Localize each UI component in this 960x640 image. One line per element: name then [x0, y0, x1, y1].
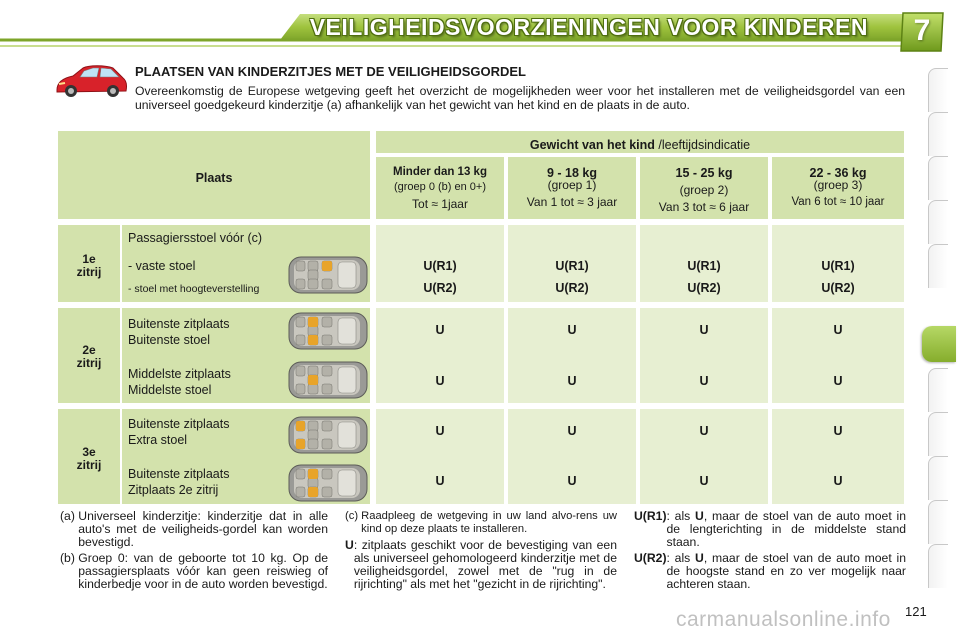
footnote-text: U — [695, 551, 704, 565]
seat-text: Middelste zitplaats — [128, 367, 231, 381]
col-header-3 — [772, 167, 904, 210]
side-tab[interactable] — [928, 500, 948, 544]
footnote-b — [60, 552, 328, 591]
cell-value: U(R1) — [423, 259, 457, 273]
cell-value: U — [699, 424, 709, 438]
col-age: Tot ≈ 1jaar — [412, 197, 468, 211]
footnote-key: U — [345, 538, 354, 552]
col-group: (groep 1) — [547, 178, 597, 192]
footnote-r2 — [634, 552, 906, 591]
footnote-key: (a) — [60, 509, 79, 523]
footnote-text: U — [695, 509, 704, 523]
footnotes-middle — [345, 510, 617, 594]
cell-value: U — [567, 374, 577, 388]
weight-header — [376, 137, 904, 153]
side-tab[interactable] — [928, 412, 948, 456]
footnote-text: Raadpleeg de wetgeving in uw land alvo-rens uw kind op deze plaats te installeren. — [361, 510, 617, 535]
car-seat-diagram-icon — [288, 464, 368, 502]
watermark: carmanualsonline.info — [676, 608, 891, 631]
footnote-text: Groep 0: van de geboorte tot 10 kg. Op de passagiersplaats vóór kan geen reiswieg of kinderbedje voor in de auto worden bevestigd. — [78, 551, 328, 591]
cell-value: U — [833, 323, 843, 337]
col-header-1 — [508, 167, 636, 210]
cell-value: U — [435, 374, 445, 388]
col-weight: 22 - 36 kg — [809, 166, 867, 180]
intro-paragraph: Overeenkomstig de Europese wetgeving geeft het overzicht de mogelijkheden weer voor het installeren met de veiligheidsgordel van een universeel goedgekeurd kinderzitje (a) afhankelijk van het gewicht van het kind en de plaats in de auto. — [135, 84, 905, 112]
section-title: PLAATSEN VAN KINDERZITJES MET DE VEILIGHEIDSGORDEL — [135, 64, 526, 79]
col-header-0 — [376, 165, 504, 212]
seat-text: Buitenste zitplaats — [128, 317, 230, 331]
row-label-3 — [58, 446, 120, 472]
footnote-text: : als — [666, 509, 696, 523]
weight-header-bold: Gewicht van het kind — [529, 138, 655, 152]
car-seat-diagram-icon — [288, 416, 368, 454]
row-label-line: 2e — [82, 343, 96, 357]
footnote-text: : als — [666, 551, 696, 565]
weight-header-rest: /leeftijdsindicatie — [658, 138, 751, 152]
row-label-line: zitrij — [76, 356, 102, 370]
seat-text: Zitplaats 2e zitrij — [128, 483, 219, 497]
cell-value: U — [833, 374, 843, 388]
side-tab-strip — [928, 68, 960, 628]
seat-text: Extra stoel — [128, 433, 188, 447]
red-car-icon — [53, 64, 129, 100]
cell-value: U — [567, 424, 577, 438]
cell-value: U — [435, 424, 445, 438]
chapter-number: 7 — [913, 14, 931, 47]
footnote-text: : zitplaats geschikt voor de bevestiging van een als universeel gehomologeerd kinderzitje met de veiligheidsgordel, zowel met de "rug in de rijrichting" als met het "gezicht in de rijrichting". — [353, 538, 617, 591]
cell-value: U(R2) — [821, 281, 855, 295]
cell-value: U — [435, 323, 445, 337]
side-tab[interactable] — [928, 156, 948, 200]
footnote-text: , maar de stoel van de auto moet in de hoogste stand en zo ver mogelijk naar achteren staan. — [666, 551, 906, 591]
row-label-1 — [58, 253, 120, 279]
side-tab-active[interactable] — [922, 326, 956, 362]
cell-value: U(R2) — [687, 281, 721, 295]
footnote-r1 — [634, 510, 906, 549]
seat-text: - stoel met hoogteverstelling — [128, 283, 260, 295]
plaats-header: Plaats — [195, 171, 233, 185]
col-age: Van 3 tot ≈ 6 jaar — [658, 200, 750, 214]
side-tab[interactable] — [928, 544, 948, 588]
row-label-line: 1e — [82, 252, 96, 266]
car-seat-diagram-icon — [288, 312, 368, 350]
footnote-a — [60, 510, 328, 549]
side-tab[interactable] — [928, 244, 948, 288]
col-header-2 — [640, 166, 768, 215]
footnote-key: U(R1) — [634, 509, 667, 523]
seat-text: Middelste stoel — [128, 383, 212, 397]
cell-value: U(R1) — [687, 259, 721, 273]
col-group: (groep 3) — [813, 178, 863, 192]
seat-text: Buitenste zitplaats — [128, 417, 230, 431]
side-tab[interactable] — [928, 200, 948, 244]
col-group: (groep 0 (b) en 0+) — [393, 181, 487, 193]
seat-text: Buitenste zitplaats — [128, 467, 230, 481]
seat-text: Passagiersstoel vóór (c) — [128, 231, 263, 245]
cell-value: U — [699, 323, 709, 337]
row-label-line: 3e — [82, 445, 96, 459]
col-group: (groep 2) — [679, 183, 729, 197]
side-tab[interactable] — [928, 112, 948, 156]
row-label-line: zitrij — [76, 458, 102, 472]
footnote-c — [345, 510, 617, 536]
cell-value: U — [567, 474, 577, 488]
col-weight: 9 - 18 kg — [546, 166, 598, 180]
side-tab[interactable] — [928, 456, 948, 500]
row-label-line: zitrij — [76, 265, 102, 279]
col-age: Van 1 tot ≈ 3 jaar — [526, 195, 618, 209]
col-age: Van 6 tot ≈ 10 jaar — [791, 196, 885, 208]
page-number: 121 — [905, 604, 927, 619]
col-weight: 15 - 25 kg — [675, 166, 733, 180]
footnotes-left — [60, 510, 328, 594]
footnotes-right — [634, 510, 906, 594]
cell-value: U — [833, 424, 843, 438]
col-weight: Minder dan 13 kg — [393, 166, 487, 178]
footnote-key: (c) — [345, 510, 362, 522]
footnote-text: Universeel kinderzitje: kinderzitje dat in alle auto's met de veiligheids-gordel kan worden bevestigd. — [78, 509, 328, 549]
seat-text: - vaste stoel — [128, 259, 196, 273]
footnote-text: , maar de stoel van de auto moet in de lengterichting in de middelste stand staan. — [666, 509, 906, 549]
row-label-2 — [58, 344, 120, 370]
car-seat-diagram-icon — [288, 361, 368, 399]
footnote-key: (b) — [60, 551, 79, 565]
footnote-u — [345, 539, 617, 591]
cell-value: U — [567, 323, 577, 337]
footnote-key: U(R2) — [634, 551, 667, 565]
cell-value: U — [435, 474, 445, 488]
cell-value: U — [699, 474, 709, 488]
side-tab[interactable] — [928, 368, 948, 412]
cell-value: U(R2) — [555, 281, 589, 295]
cell-value: U(R1) — [555, 259, 589, 273]
cell-value: U — [833, 474, 843, 488]
cell-value: U — [699, 374, 709, 388]
seat-text: Buitenste stoel — [128, 333, 210, 347]
cell-value: U(R2) — [423, 281, 457, 295]
car-seat-diagram-icon — [288, 256, 368, 294]
side-tab[interactable] — [928, 68, 948, 112]
cell-value: U(R1) — [821, 259, 855, 273]
chapter-title: VEILIGHEIDSVOORZIENINGEN VOOR KINDEREN — [309, 14, 868, 40]
